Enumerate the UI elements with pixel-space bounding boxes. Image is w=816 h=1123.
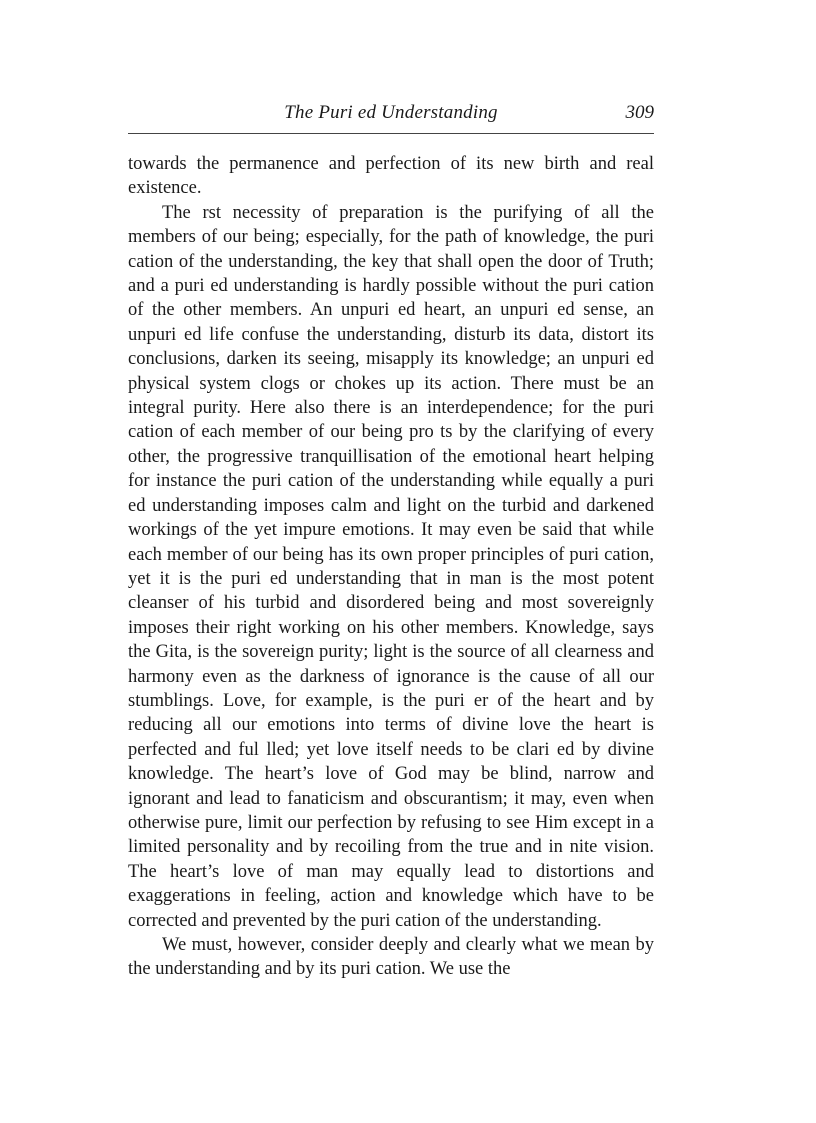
running-title: The Puri ed Understanding: [284, 102, 498, 123]
running-head: [128, 102, 654, 128]
paragraph-continuation: towards the permanence and perfection of its new birth and real existence.: [128, 154, 654, 199]
paragraph-purification: The rst necessity of preparation is the purifying of all the members of our being; especially, for the path of knowledge, the puri cation of the understanding, the key that shall open the door of Truth; and a puri ed understanding is hardly possible without the puri cation of the other members. An unpuri ed heart, an unpuri ed sense, an unpuri ed life confuse the understanding, disturb its data, distort its conclusions, darken its seeing, misapply its knowledge; an unpuri ed physical system clogs or chokes up its action. There must be an integral purity. Here also there is an interdependence; for the puri cation of each member of our being pro ts by the clarifying of every other, the progressive tranquillisation of the emotional heart helping for instance the puri cation of the understanding while equally a puri ed understanding imposes calm and light on the turbid and darkened workings of the yet impure emotions. It may even be said that while each member of our being has its own proper principles of puri cation, yet it is the puri ed understanding that in man is the most potent cleanser of his turbid and disordered being and most sovereignly imposes their right working on his other members. Knowledge, says the Gita, is the sovereign purity; light is the source of all clearness and harmony even as the darkness of ignorance is the cause of all our stumblings. Love, for example, is the puri er of the heart and by reducing all our emotions into terms of divine love the heart is perfected and ful lled; yet love itself needs to be clari ed by divine knowledge. The heart’s love of God may be blind, narrow and ignorant and lead to fanaticism and obscurantism; it may, even when otherwise pure, limit our perfection by refusing to see Him except in a limited personality and by recoiling from the true and in nite vision. The heart’s love of man may equally lead to distortions and exaggerations in feeling, action and knowledge which have to be corrected and prevented by the puri cation of the understanding.: [128, 202, 654, 931]
header-rule: [128, 133, 654, 134]
page-number: 309: [625, 102, 654, 123]
body-text: [128, 152, 654, 982]
paragraph-understanding: We must, however, consider deeply and clearly what we mean by the understanding and by its puri cation. We use the: [128, 935, 654, 980]
